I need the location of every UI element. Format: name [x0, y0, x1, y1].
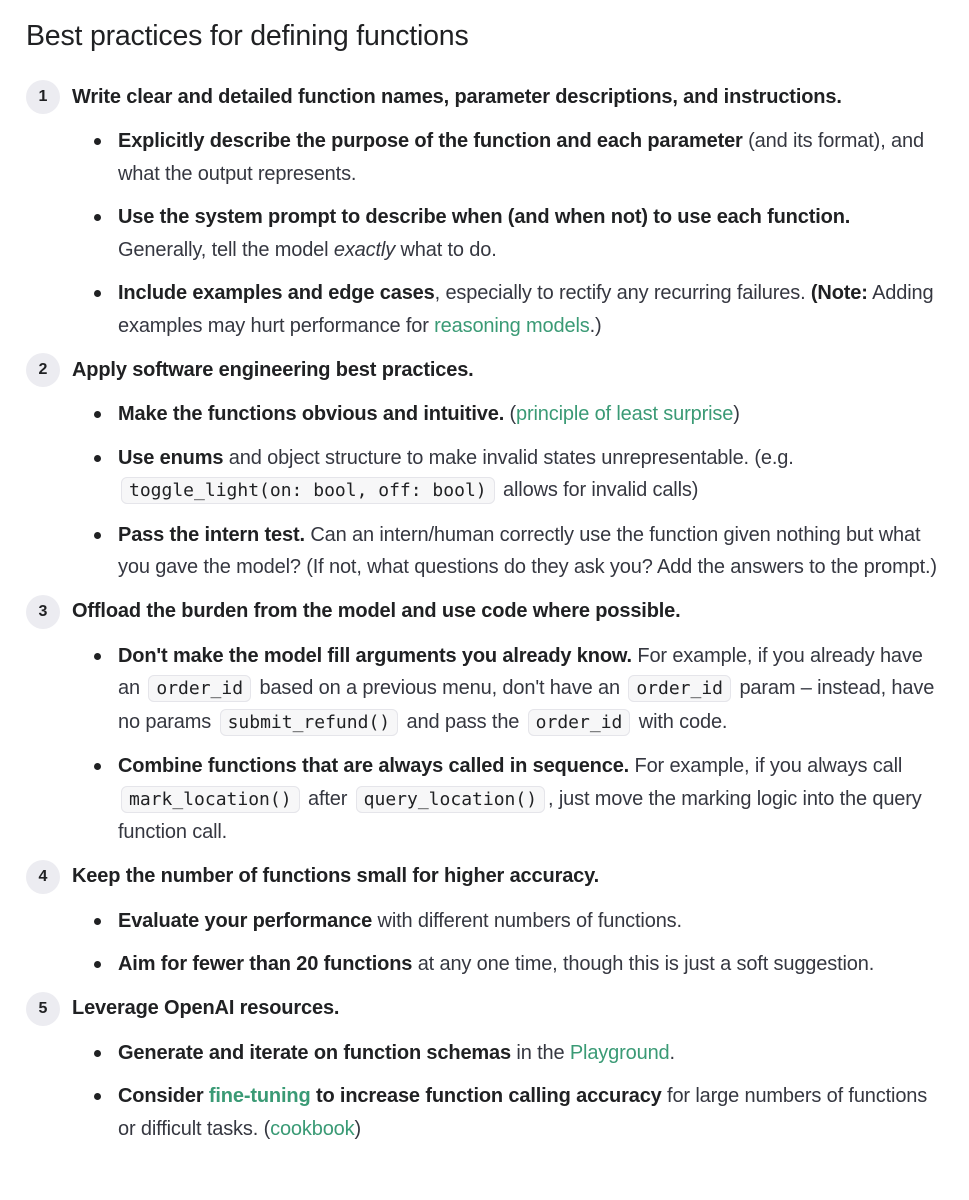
bullet-list: [26, 640, 943, 849]
bullet-bold-text: Use enums: [118, 446, 224, 469]
bullet-bold-text: Evaluate your performance: [118, 909, 373, 932]
cookbook-link[interactable]: cookbook: [270, 1117, 355, 1140]
bullet-text: for large numbers of functions or difficult tasks. (: [118, 1085, 928, 1140]
bullet-bold-text: Consider: [118, 1085, 209, 1107]
step-4: [26, 860, 943, 981]
inline-code: order_id: [628, 675, 731, 702]
step-number-badge: 5: [26, 992, 60, 1026]
inline-code: order_id: [528, 709, 631, 736]
inline-code: mark_location(): [121, 786, 300, 813]
bullet-text: For example, if you already have an: [118, 644, 923, 699]
bullet-italic-text: exactly: [333, 238, 396, 261]
step-title: Leverage OpenAI resources.: [72, 997, 340, 1019]
bullet-text: Generally, tell the model: [118, 238, 334, 261]
step-3: [26, 595, 943, 849]
bullet-text: what to do.: [395, 238, 497, 261]
step-1: [26, 80, 943, 342]
bullet-text: ): [354, 1117, 362, 1140]
note-bold-text: (Note:: [810, 282, 868, 304]
step-number-badge: 1: [26, 80, 60, 114]
bullet-text: with code.: [633, 710, 728, 733]
bullet-bold-text: Generate and iterate on function schemas: [118, 1041, 511, 1064]
step-5: [26, 992, 943, 1146]
bullet-text: ): [733, 403, 740, 425]
bullet-text: Can an intern/human correctly use the function given nothing but what you gave the model? (If not, what questions do they ask you? Add the answers to the prompt.): [118, 523, 937, 578]
bullet-text: with different numbers of functions.: [372, 909, 682, 932]
principle-of-least-surprise-link[interactable]: principle of least surprise: [516, 403, 734, 425]
list-item: [118, 125, 943, 190]
bullet-text: after: [302, 787, 353, 810]
list-item: [118, 750, 943, 849]
bullet-text: For example, if you always call: [629, 755, 903, 777]
list-item: [118, 398, 943, 431]
bullet-text: allows for invalid calls): [497, 479, 699, 501]
bullet-text: (and its format), and what the output represents.: [118, 130, 924, 185]
list-item: [118, 1037, 943, 1070]
bullet-bold-text: to increase function calling accuracy: [310, 1085, 662, 1107]
bullet-text: , just move the marking logic into the query function call.: [118, 787, 922, 843]
step-number-badge: 2: [26, 353, 60, 387]
step-title: Apply software engineering best practices.: [72, 358, 474, 381]
inline-code: toggle_light(on: bool, off: bool): [121, 477, 495, 504]
list-item: [118, 442, 943, 508]
bullet-text: .): [589, 314, 602, 337]
step-header: [26, 353, 943, 387]
bullet-bold-text: Aim for fewer than 20 functions: [118, 953, 413, 975]
list-item: [118, 905, 943, 938]
inline-code: order_id: [148, 675, 251, 702]
bullet-bold-text: Use the system prompt to describe when (and when not) to use each function.: [118, 206, 851, 228]
page-title: Best practices for defining functions: [26, 20, 469, 52]
bullet-list: [26, 905, 943, 981]
bullet-text: Adding examples may hurt performance for: [118, 282, 934, 337]
list-item: [118, 519, 943, 584]
list-item: [118, 640, 943, 740]
step-title: Offload the burden from the model and use code where possible.: [72, 600, 681, 622]
bullet-list: [26, 398, 943, 584]
bullet-text: , especially to rectify any recurring failures.: [434, 282, 811, 304]
step-title: Keep the number of functions small for higher accuracy.: [72, 865, 600, 887]
bullet-text: param – instead, have no params: [118, 677, 935, 733]
list-item: [118, 201, 943, 266]
bullet-text: based on a previous menu, don't have an: [254, 677, 626, 699]
reasoning-models-link[interactable]: reasoning models: [434, 314, 590, 337]
bullet-text: and object structure to make invalid states unrepresentable. (e.g.: [223, 446, 794, 469]
step-header: [26, 860, 943, 894]
step-number-badge: 3: [26, 595, 60, 629]
bullet-bold-text: Include examples and edge cases: [118, 282, 435, 304]
bullet-list: [26, 125, 943, 342]
playground-link[interactable]: Playground: [569, 1041, 670, 1064]
inline-code: query_location(): [356, 786, 545, 813]
bullet-bold-text: Explicitly describe the purpose of the function and each parameter: [118, 130, 743, 152]
inline-code: submit_refund(): [220, 709, 399, 736]
bullet-bold-text: Make the functions obvious and intuitive.: [118, 403, 505, 425]
fine-tuning-link[interactable]: [209, 1085, 311, 1107]
list-item: [118, 948, 943, 981]
list-item: [118, 1080, 943, 1145]
bullet-list: [26, 1037, 943, 1146]
step-number-badge: 4: [26, 860, 60, 894]
bullet-text: at any one time, though this is just a soft suggestion.: [412, 953, 875, 975]
list-item: [118, 277, 943, 342]
bullet-text: in the: [511, 1041, 570, 1064]
step-header: [26, 992, 943, 1026]
bullet-text: and pass the: [401, 710, 525, 733]
step-header: [26, 80, 943, 114]
bullet-text: .: [669, 1041, 675, 1064]
bullet-bold-text: Combine functions that are always called in sequence.: [118, 755, 630, 777]
bullet-bold-text: Pass the intern test.: [118, 523, 305, 546]
step-2: [26, 353, 943, 584]
step-title: Write clear and detailed function names, parameter descriptions, and instructions.: [72, 85, 842, 108]
step-header: [26, 595, 943, 629]
bullet-text: (: [504, 403, 517, 425]
fine-tuning-link-text: fine-tuning: [208, 1085, 311, 1107]
bullet-bold-text: Don't make the model fill arguments you already know.: [118, 644, 632, 667]
